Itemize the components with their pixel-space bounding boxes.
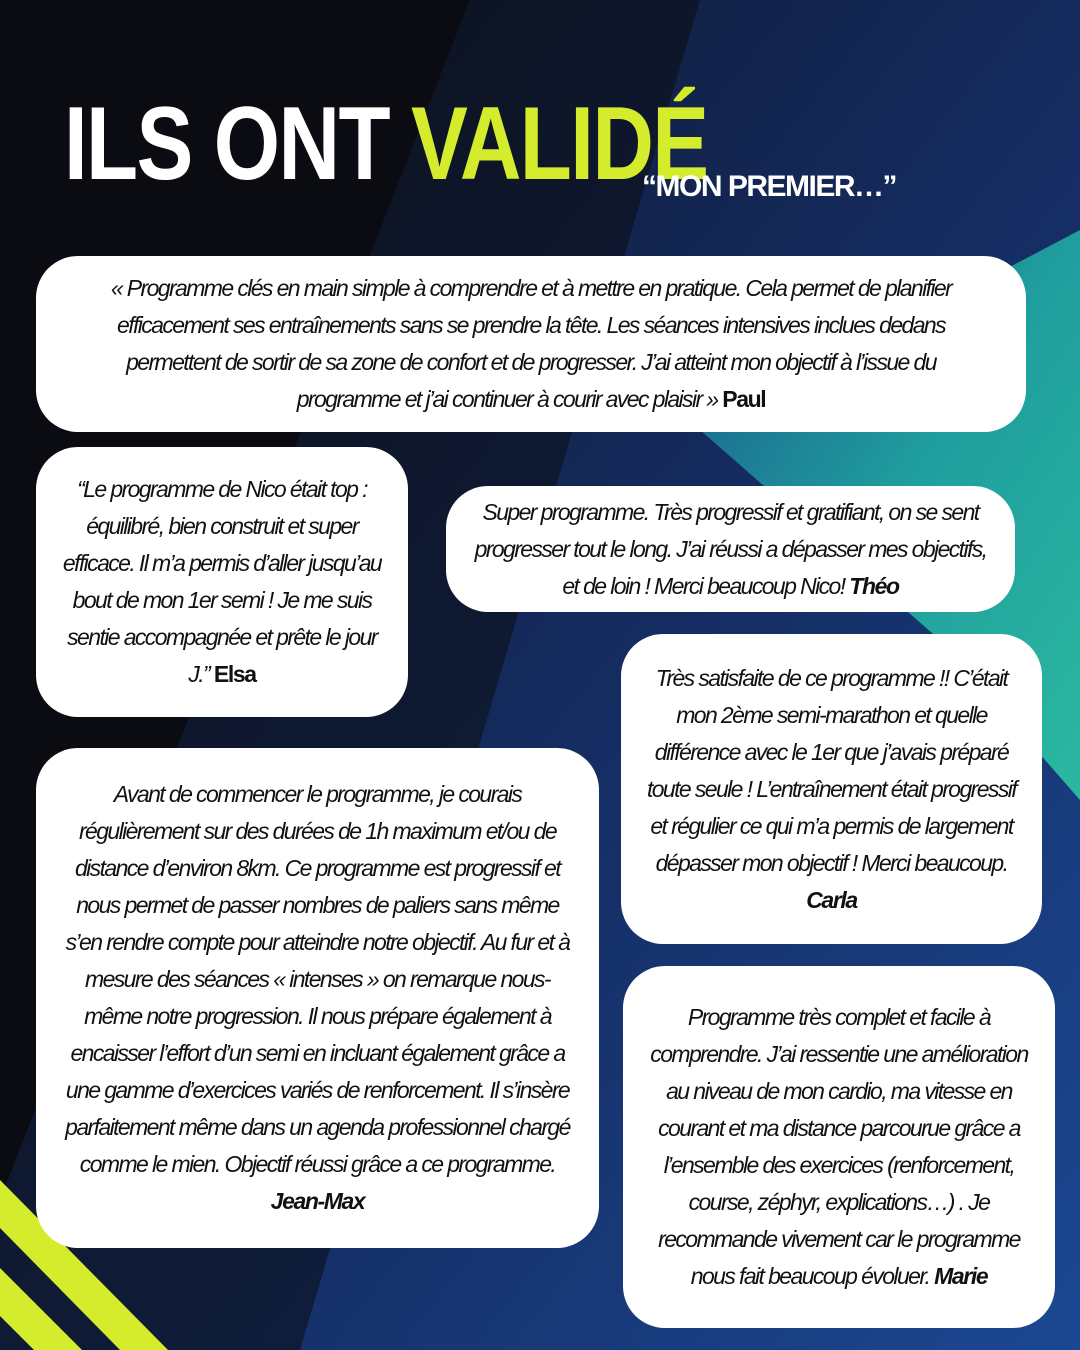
testimonial-paragraph xyxy=(58,471,386,693)
testimonial-text: Très satisfaite de ce programme !! C’était mon 2ème semi-marathon et quelle différence avec le 1er que j’avais préparé toute seule ! L’entraînement était progressif et régulier ce qui m’a permis de largement dépasser mon objectif ! Merci beaucoup. xyxy=(646,664,1017,876)
testimonial-author: Paul xyxy=(722,386,766,412)
testimonial-card-theo xyxy=(446,486,1015,612)
page-title xyxy=(64,86,708,202)
testimonial-author: Marie xyxy=(934,1263,988,1289)
testimonial-card-carla xyxy=(621,634,1042,944)
testimonial-paragraph xyxy=(641,660,1022,919)
testimonial-author: Théo xyxy=(849,572,899,599)
testimonial-paragraph xyxy=(58,776,577,1220)
testimonial-card-jean-max xyxy=(36,748,599,1248)
testimonial-author: Elsa xyxy=(213,661,256,687)
testimonial-text: “Le programme de Nico était top : équilibré, bien construit et super efficace. Il m’a permis d’aller jusqu’au bout de mon 1er semi ! Je me suis sentie accompagnée et prête le jour J.” xyxy=(62,476,382,687)
testimonial-text: « Programme clés en main simple à comprendre et à mettre en pratique. Cela permet de planifier efficacement ses entraînements sans se prendre la tête. Les séances intensives inclues dedans permettent de sortir de sa zone de confort et de progresser. J’ai atteint mon objectif à l’issue du programme et j’ai continuer à courir avec plaisir » xyxy=(110,275,952,412)
testimonial-author: Jean-Max xyxy=(270,1188,365,1214)
testimonial-card-marie xyxy=(623,966,1055,1328)
testimonial-text: Super programme. Très progressif et gratifiant, on se sent progresser tout le long. J’ai réussi a dépasser mes objectifs, et de loin ! Merci beaucoup Nico! xyxy=(474,498,987,599)
title-accent: VALIDÉ xyxy=(410,86,708,202)
testimonial-paragraph xyxy=(472,494,989,605)
testimonial-text: Avant de commencer le programme, je courais régulièrement sur des durées de 1h maximum et/ou de distance d’environ 8km. Ce programme est progressif et nous permet de passer nombres de paliers sans même s’en rendre compte pour atteindre notre objectif. Au fur et à mesure des séances « intenses » on remarque nous-même notre progression. Il nous prépare également à encaisser l’effort d’un semi en incluant également grâce a une gamme d’exercices variés de renforcement. Il s’insère parfaitement même dans un agenda professionnel chargé comme le mien. Objectif réussi grâce a ce programme. xyxy=(65,781,570,1177)
testimonial-card-elsa xyxy=(36,447,408,717)
testimonial-author: Carla xyxy=(806,886,857,913)
title-main: ILS ONT xyxy=(64,86,411,202)
page-subtitle: “MON PREMIER…” xyxy=(642,170,897,203)
testimonial-text: Programme très complet et facile à comprendre. J’ai ressentie une amélioration au niveau de mon cardio, ma vitesse en courant et ma distance parcourue grâce a l’ensemble des exercices (renforcement, course, zéphyr, explications…) . Je recommande vivement car le programme nous fait beaucoup évoluer. xyxy=(650,1004,1028,1289)
testimonial-paragraph xyxy=(96,270,966,418)
testimonial-card-paul xyxy=(36,256,1026,432)
testimonial-paragraph xyxy=(641,999,1037,1295)
